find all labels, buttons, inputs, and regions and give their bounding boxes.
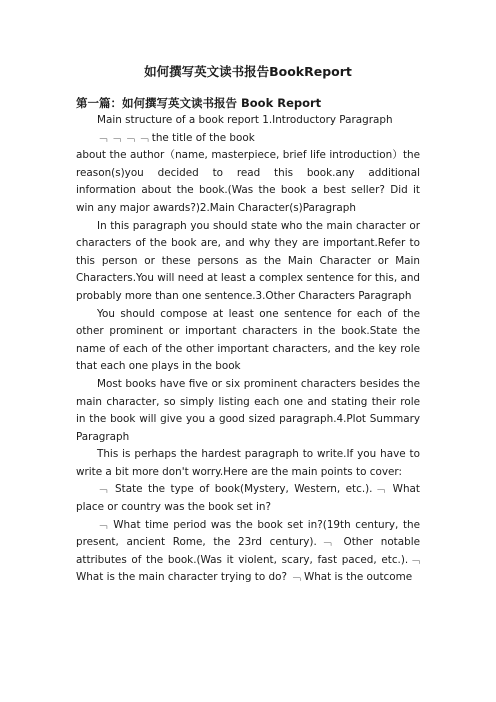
document-body	[76, 112, 420, 587]
paragraph: ﹁ What time period was the book set in?(19th century, the present, ancient Rome, the 23rd century).﹁ Other notable attributes of the book.(Was it violent, scary, fast paced, etc.).﹁ What is the main character trying to do? ﹁ What is the outcome	[76, 518, 420, 584]
section-heading: 第一篇：如何撰写英文读书报告 Book Report	[76, 96, 322, 110]
paragraph: ﹁ State the type of book(Mystery, Western, etc.).﹁ What place or country was the book set in?	[76, 483, 420, 514]
paragraph: ﹁ ﹁ ﹁ ﹁ the title of the book	[97, 131, 255, 144]
paragraph: about the author（name, masterpiece, brief life introduction）the reason(s)you decided to read this book.any additional information about the book.(Was the book a best seller? Did it win any major awards?)2.Main Character(s)Paragraph	[76, 149, 420, 214]
paragraph: Most books have five or six prominent characters besides the main character, so simply listing each one and stating their role in the book will give you a good sized paragraph.4.Plot Summary Paragraph	[76, 377, 420, 443]
document-title: 如何撰写英文读书报告BookReport	[144, 64, 352, 79]
paragraph: Main structure of a book report 1.Introductory Paragraph	[97, 114, 393, 126]
paragraph: This is perhaps the hardest paragraph to write.If you have to write a bit more don't worry.Here are the main points to cover:	[76, 448, 420, 478]
paragraph: You should compose at least one sentence for each of the other prominent or important characters in the book.State the name of each of the other important characters, and the key role that each one plays in the book	[76, 307, 420, 373]
paragraph: In this paragraph you should state who the main character or characters of the book are, and why they are important.Refer to this person or these persons as the Main Character or Main Characters.You will need at least a complex sentence for this, and probably more than one sentence.3.Other Characters Paragraph	[76, 219, 420, 302]
